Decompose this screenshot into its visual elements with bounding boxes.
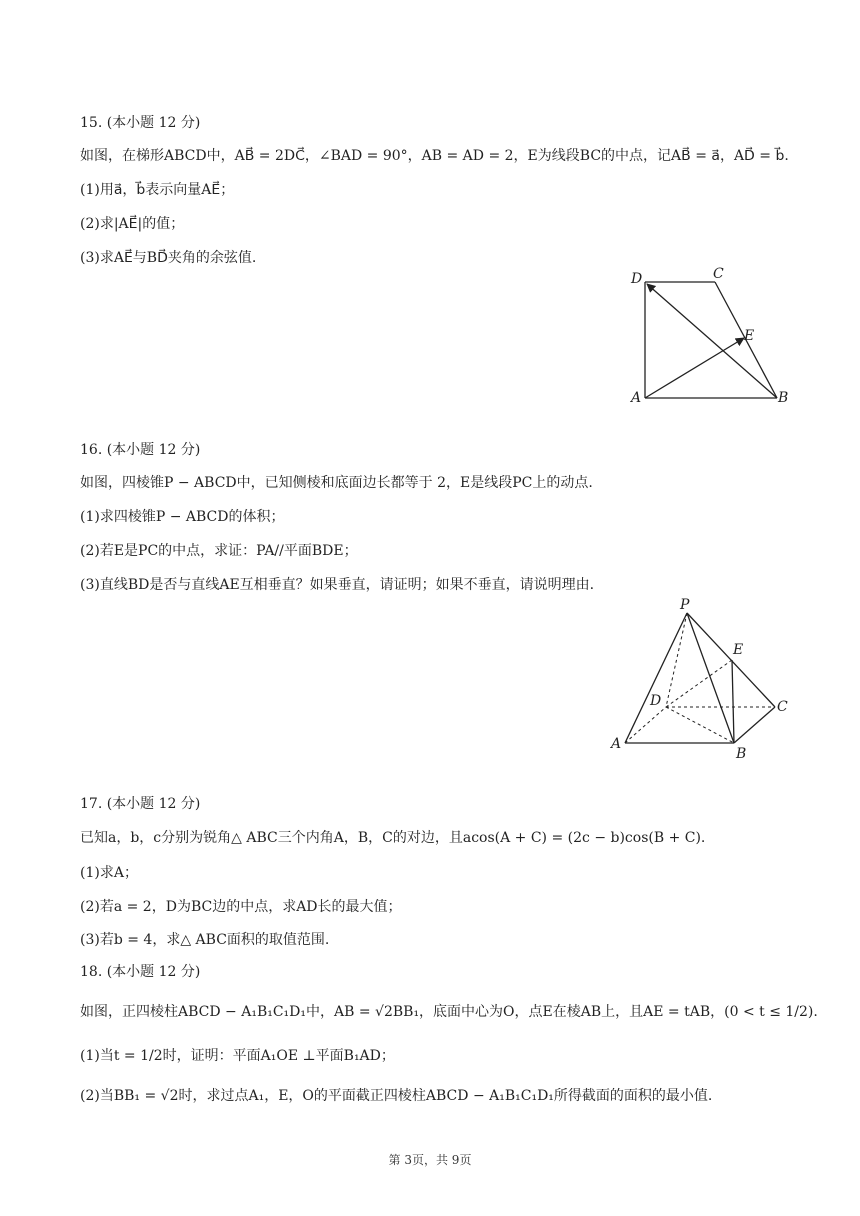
problem-15-part-3: (3)求AE⃗与BD⃗夹角的余弦值. xyxy=(80,250,257,266)
label-c: C xyxy=(777,699,788,715)
problem-18-part-2: (2)当BB₁ = √2时，求过点A₁，E，O的平面截正四棱柱ABCD − A₁B₁C₁D₁所得截面的面积的最小值. xyxy=(80,1088,713,1104)
edge-ad xyxy=(625,707,666,743)
edge-de xyxy=(666,660,732,707)
problem-16-part-2: (2)若E是PC的中点，求证：PA//平面BDE； xyxy=(80,543,358,559)
problem-18-stem: 如图，正四棱柱ABCD − A₁B₁C₁D₁中，AB = √2BB₁，底面中心为O，点E在棱AB上，且AE = tAB，(0 < t ≤ 1/2). xyxy=(80,1004,818,1020)
problem-17-stem: 已知a，b，c分别为锐角△ ABC三个内角A，B，C的对边，且acos(A + C) = (2c − b)cos(B + C). xyxy=(80,830,706,846)
label-p: P xyxy=(680,597,690,613)
problem-15-header: 15. (本小题 12 分) xyxy=(80,115,201,131)
problem-15-part-1: (1)用a⃗，b⃗表示向量AE⃗； xyxy=(80,182,235,198)
problem-16-stem: 如图，四棱锥P − ABCD中，已知侧棱和底面边长都等于 2，E是线段PC上的动点. xyxy=(80,475,593,491)
edge-pd xyxy=(666,613,687,707)
problem-18-part-1: (1)当t = 1/2时，证明：平面A₁OE ⊥平面B₁AD； xyxy=(80,1048,395,1064)
problem-17-part-1: (1)求A； xyxy=(80,865,138,881)
trapezoid-figure xyxy=(620,262,800,412)
problem-16-part-1: (1)求四棱锥P − ABCD的体积； xyxy=(80,509,285,525)
label-e: E xyxy=(733,642,744,658)
label-c: C xyxy=(713,266,724,282)
problem-16-header: 16. (本小题 12 分) xyxy=(80,442,201,458)
label-b: B xyxy=(736,746,747,762)
problem-17-part-3: (3)若b = 4，求△ ABC面积的取值范围. xyxy=(80,932,330,948)
vector-ae xyxy=(645,338,744,398)
problem-17-header: 17. (本小题 12 分) xyxy=(80,796,201,812)
edge-db xyxy=(666,707,734,743)
edge-pb xyxy=(687,613,734,743)
edge-pa xyxy=(625,613,687,743)
label-a: A xyxy=(631,390,642,406)
label-e: E xyxy=(744,328,755,344)
edge-pc xyxy=(687,613,775,707)
problem-15-stem: 如图，在梯形ABCD中，AB⃗ = 2DC⃗，∠BAD = 90°，AB = AD = 2，E为线段BC的中点，记AB⃗ = a⃗，AD⃗ = b⃗. xyxy=(80,148,789,164)
problem-18-header: 18. (本小题 12 分) xyxy=(80,964,201,980)
edge-bc xyxy=(734,707,775,743)
label-d: D xyxy=(650,693,662,709)
problem-17-part-2: (2)若a = 2，D为BC边的中点，求AD长的最大值； xyxy=(80,899,402,915)
vector-bd xyxy=(647,284,777,398)
pyramid-figure xyxy=(600,595,800,765)
problem-15-part-2: (2)求|AE⃗|的值； xyxy=(80,216,185,232)
label-a: A xyxy=(611,736,622,752)
label-b: B xyxy=(778,390,789,406)
label-d: D xyxy=(631,271,643,287)
problem-16-part-3: (3)直线BD是否与直线AE互相垂直？如果垂直，请证明；如果不垂直，请说明理由. xyxy=(80,577,595,593)
page-footer: 第 3页，共 9页 xyxy=(388,1153,472,1167)
edge-eb xyxy=(732,660,734,743)
